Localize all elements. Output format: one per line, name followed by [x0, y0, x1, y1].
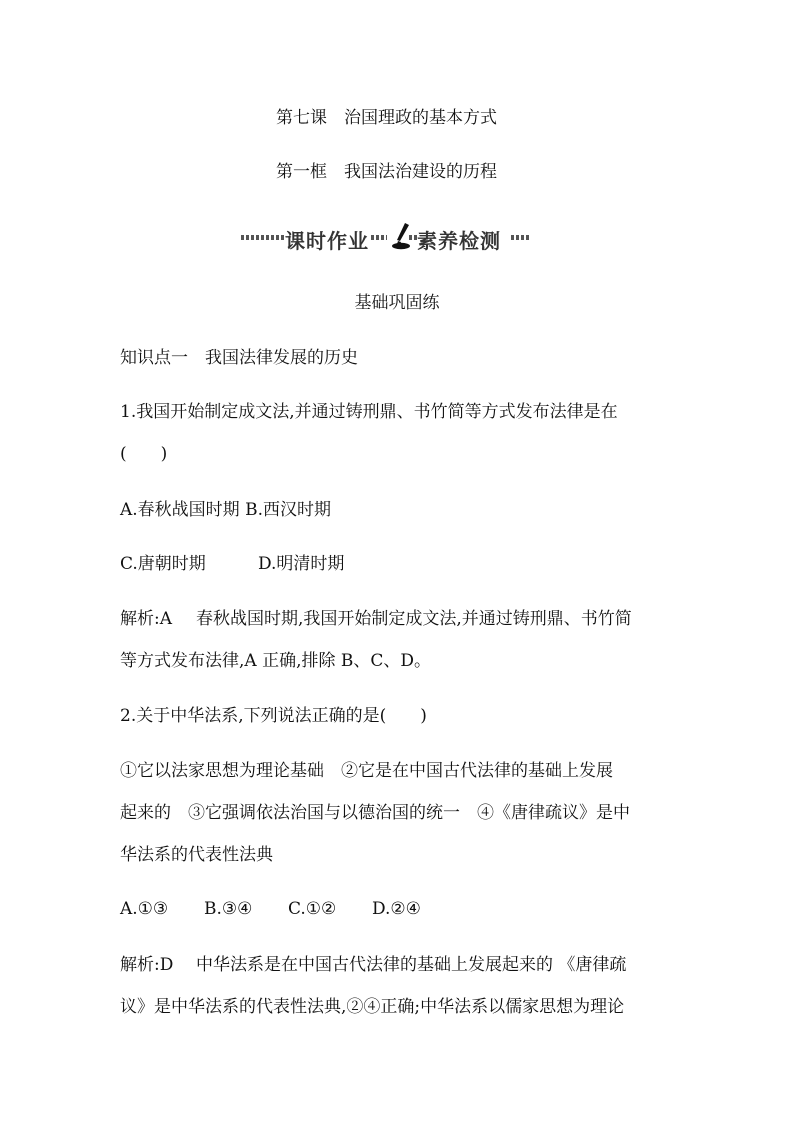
q1-stem-line1: 1.我国开始制定成文法,并通过铸刑鼎、书竹简等方式发布法律是在: [120, 402, 618, 422]
q2-statement-line3: 华法系的代表性法典: [120, 845, 273, 865]
q1-analysis-label: 解析:A: [120, 609, 173, 629]
banner-dash-mid: [371, 235, 387, 240]
q2-option-b: B.③④: [204, 899, 253, 919]
q1-stem-line2: ( ): [120, 444, 168, 464]
q1-analysis-line2: 等方式发布法律,A 正确,排除 B、C、D。: [120, 651, 432, 671]
banner-left-label: 课时作业: [285, 229, 369, 253]
homework-banner: [241, 224, 531, 253]
q2-option-a: A.①③: [120, 899, 169, 919]
section-title: 第一框 我国法治建设的历程: [276, 162, 497, 182]
q1-analysis-text: 春秋战国时期,我国开始制定成文法,并通过铸刑鼎、书竹简: [196, 609, 632, 629]
banner-dash-left: [241, 235, 285, 240]
q1-options-line1: A.春秋战国时期 B.西汉时期: [120, 500, 331, 520]
banner-right-label: 素养检测: [417, 229, 501, 253]
q2-analysis-label: 解析:D: [120, 955, 174, 975]
knowledge-point: 知识点一 我国法律发展的历史: [120, 348, 358, 368]
q2-option-c: C.①②: [288, 899, 337, 919]
q2-statement-line1: ①它以法家思想为理论基础 ②它是在中国古代法律的基础上发展: [120, 761, 613, 781]
q1-option-c: C.唐朝时期: [120, 554, 206, 574]
q2-analysis-line2: 议》是中华法系的代表性法典,②④正确;中华法系以儒家思想为理论: [120, 997, 625, 1017]
q2-analysis-text: 中华法系是在中国古代法律的基础上发展起来的 《唐律疏: [196, 955, 627, 975]
banner-dash-mid2: [409, 235, 417, 240]
q2-option-d: D.②④: [372, 899, 421, 919]
q2-statement-line2: 起来的 ③它强调依法治国与以德治国的统一 ④《唐律疏议》是中: [120, 803, 630, 823]
lesson-title: 第七课 治国理政的基本方式: [276, 108, 497, 128]
section-heading: 基础巩固练: [354, 293, 440, 313]
q1-option-d: D.明清时期: [258, 554, 345, 574]
q2-stem: 2.关于中华法系,下列说法正确的是( ): [120, 706, 427, 726]
banner-dash-right: [511, 235, 531, 240]
